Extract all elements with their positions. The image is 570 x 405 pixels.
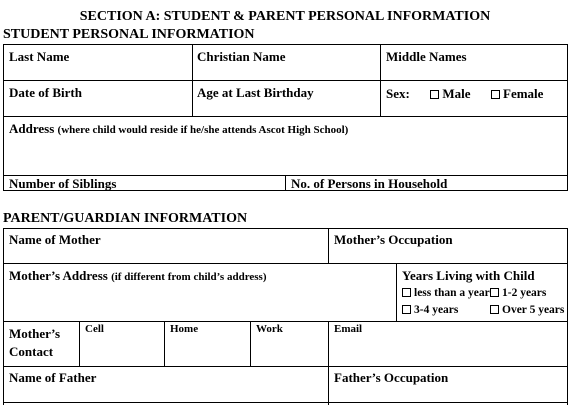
last-name-field[interactable] (9, 49, 69, 65)
persons-household-field[interactable] (291, 176, 447, 192)
years-living-heading: Years Living with Child (402, 268, 535, 283)
cell-label: Cell (85, 323, 104, 335)
address-note: (where child would reside if he/she attends Ascot High School) (57, 124, 349, 136)
opt-over-5-years[interactable] (490, 304, 564, 316)
address-label: Address (9, 121, 55, 136)
checkbox-icon (402, 288, 411, 297)
work-field[interactable] (256, 323, 283, 335)
father-occupation-label: Father’s Occupation (334, 370, 449, 385)
opt-1-2-years-label: 1-2 years (502, 287, 547, 299)
checkbox-icon (402, 305, 411, 314)
mother-contact-label (9, 325, 60, 361)
home-label: Home (170, 323, 199, 335)
male-checkbox[interactable] (430, 86, 470, 101)
male-label: Male (442, 86, 471, 101)
female-checkbox[interactable] (491, 86, 543, 101)
last-name-label: Last Name (9, 49, 70, 64)
age-last-birthday-field[interactable] (197, 85, 314, 101)
age-last-birthday-label: Age at Last Birthday (197, 85, 314, 100)
female-label: Female (503, 86, 544, 101)
opt-1-2-years[interactable] (490, 287, 546, 299)
mother-address-label: Mother’s Address (9, 268, 108, 283)
cell-field[interactable] (85, 323, 104, 335)
checkbox-icon (490, 305, 499, 314)
opt-less-year[interactable] (402, 287, 490, 299)
father-occupation-field[interactable] (334, 370, 448, 386)
section-title: SECTION A: STUDENT & PARENT PERSONAL INFORMATION (79, 9, 491, 24)
siblings-label: Number of Siblings (9, 176, 117, 191)
mother-contact-line-1: Mother’s (9, 326, 61, 341)
father-name-field[interactable] (9, 370, 96, 386)
father-name-label: Name of Father (9, 370, 97, 385)
address-field[interactable] (9, 121, 348, 137)
mother-contact-line-2: Contact (9, 344, 54, 359)
email-label: Email (334, 323, 363, 335)
sex-field (386, 86, 543, 102)
work-label: Work (256, 323, 283, 335)
home-field[interactable] (170, 323, 198, 335)
mother-address-field[interactable] (9, 268, 267, 284)
middle-names-label: Middle Names (386, 49, 467, 64)
opt-3-4-years-label: 3-4 years (414, 304, 459, 316)
persons-household-label: No. of Persons in Household (291, 176, 448, 191)
christian-name-label: Christian Name (197, 49, 286, 64)
checkbox-icon (490, 288, 499, 297)
christian-name-field[interactable] (197, 49, 285, 65)
mother-occupation-label: Mother’s Occupation (334, 232, 453, 247)
student-heading: STUDENT PERSONAL INFORMATION (3, 27, 255, 42)
opt-less-year-label: less than a year (414, 287, 490, 299)
mother-address-note: (if different from child’s address) (111, 271, 267, 283)
parent-heading: PARENT/GUARDIAN INFORMATION (3, 211, 248, 226)
email-field[interactable] (334, 323, 362, 335)
middle-names-field[interactable] (386, 49, 467, 65)
checkbox-icon (491, 90, 500, 99)
checkbox-icon (430, 90, 439, 99)
mother-occupation-field[interactable] (334, 232, 453, 248)
siblings-field[interactable] (9, 176, 116, 192)
date-of-birth-field[interactable] (9, 85, 82, 101)
opt-3-4-years[interactable] (402, 304, 458, 316)
sex-label: Sex: (386, 86, 410, 101)
mother-name-field[interactable] (9, 232, 101, 248)
mother-name-label: Name of Mother (9, 232, 101, 247)
date-of-birth-label: Date of Birth (9, 85, 82, 100)
opt-over-5-years-label: Over 5 years (502, 304, 565, 316)
